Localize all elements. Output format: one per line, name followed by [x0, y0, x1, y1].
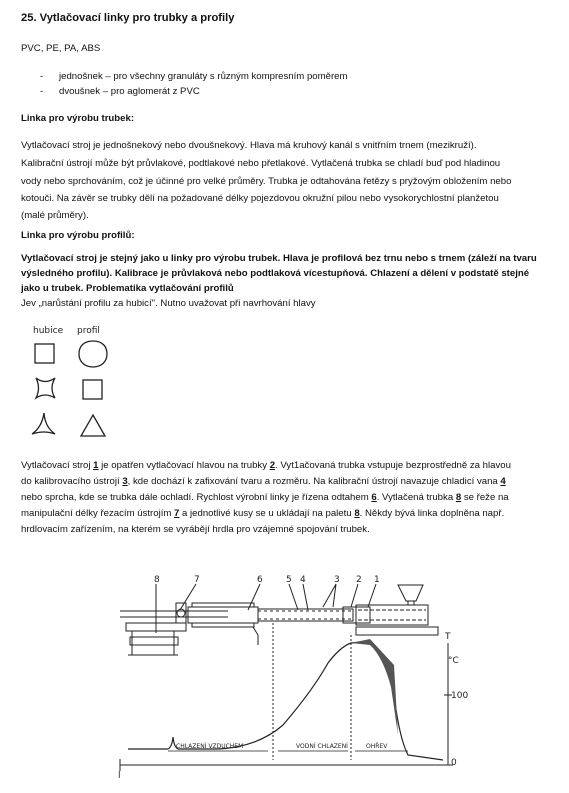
paragraph-line: (malé průměry). [21, 210, 89, 221]
list-item [40, 84, 200, 99]
y-tick-100: 100 [451, 691, 468, 701]
text-segment: a jednotlivé kusy se u ukládají na paletu [179, 508, 355, 519]
part-number-ref: 1 [93, 460, 99, 471]
part-label-8: 8 [154, 575, 160, 585]
die-square-shape [35, 344, 54, 363]
paragraph-line [21, 490, 551, 505]
paragraph-line: vody nebo sprchováním, což je účinné pro velké průměry. Trubka je odtahována řetězy s pryžovým obložením nebo [21, 176, 512, 187]
die-star-shape [32, 413, 55, 434]
part-number-ref: 8 [455, 492, 462, 503]
paragraph-line [21, 458, 551, 473]
text-segment: . Vyt1ačovaná trubka vstupuje bezprostředně za hlavou [275, 460, 511, 471]
text-segment: se řeže na [461, 492, 509, 503]
part-label-5: 5 [286, 575, 292, 585]
part-label-2: 2 [356, 575, 362, 585]
hatched-band [351, 639, 398, 735]
paragraph-line: Vytlačovací stroj je jednošnekový nebo dvoušnekový. Hlava má kruhový kanál s vnitřním trnem (mezikruží). [21, 140, 477, 151]
part-label-3: 3 [334, 575, 340, 585]
zone-water-cooling: VODNÍ CHLAZENÍ [296, 743, 348, 750]
text-segment: manipulační délky řezacím ústrojím [21, 508, 175, 519]
y-unit-label: °C [448, 656, 459, 666]
x-axis-label: l [118, 771, 121, 780]
text-segment: nebo sprcha, kde se trubka dále ochladí. Rychlost výrobní linky je řízena odtahem [21, 492, 372, 503]
text-segment: je opatřen vytlačovací hlavou na trubky [98, 460, 270, 471]
part-label-1: 1 [374, 575, 380, 585]
part-number-ref: 8 [354, 508, 360, 519]
extrusion-line-figure [108, 565, 468, 780]
profile-round-shape [79, 341, 107, 367]
part-number-ref: 4 [500, 476, 506, 487]
part-number-ref: 2 [269, 460, 276, 471]
y-axis-label: T [445, 632, 451, 642]
part-label-4: 4 [300, 575, 306, 585]
paragraph-line-bold: jako u trubek. Problematika vytlačování profilů [21, 283, 234, 294]
profile-triangle-shape [81, 415, 105, 436]
list-bullet: - [40, 71, 44, 82]
col-label-profile: profil [77, 326, 100, 336]
die-swell-figure [25, 335, 115, 450]
paragraph-line-bold: výsledného profilu). Kalibrace je průvlaková nebo podtlaková vícestupňová. Chlazení a dělení v podstatě stejné [21, 268, 530, 279]
part-number-ref: 6 [371, 492, 377, 503]
part-number-ref: 7 [174, 508, 180, 519]
text-segment: do kalibrovacího ústrojí [21, 476, 123, 487]
col-label-die: hubice [33, 326, 64, 336]
paragraph-line: Jev „narůstání profilu za hubicí". Nutno uvažovat při navrhování hlavy [21, 298, 316, 309]
y-tick-0: 0 [451, 758, 457, 768]
part-label-6: 6 [257, 575, 263, 585]
paragraph-line-bold: Vytlačovací stroj je stejný jako u linky pro výrobu trubek. Hlava je profilová bez trnu nebo s trnem (záleží na tvaru [21, 253, 537, 264]
profile-square-shape [83, 380, 102, 399]
part-label-7: 7 [194, 575, 200, 585]
text-segment: . Někdy bývá linka doplněna např. [359, 508, 505, 519]
paragraph-line: Kalibrační ústrojí může být průvlakové, podtlakové nebo přetlakové. Vytlačená trubka se chladí buď pod hladinou [21, 158, 501, 169]
part-number-ref: 3 [122, 476, 128, 487]
text-segment: Vytlačovací stroj [21, 460, 94, 471]
paragraph-line: kotouči. Na závěr se trubky dělí na požadované délky pojezdovou okružní pilou nebo vysokorychlostní planžetou [21, 193, 499, 204]
materials-line: PVC, PE, PA, ABS [21, 43, 101, 54]
paragraph-line [21, 522, 551, 537]
text-segment: hrdlovacím zařízením, na kterém se vyrábějí hrdla pro vzájemné spojování trubek. [21, 524, 370, 535]
section-heading-profiles: Linka pro výrobu profilů: [21, 230, 135, 241]
zone-heating: OHŘEV [366, 743, 388, 750]
text-segment: , kde dochází k zafixování tvaru a rozměru. Na kalibrační ústrojí navazuje chladicí vana [127, 476, 501, 487]
list-item-text: dvoušnek – pro aglomerát z PVC [59, 86, 200, 97]
page-title: 25. Vytlačovací linky pro trubky a profily [21, 12, 235, 24]
list-item [40, 69, 348, 84]
paragraph-line [21, 506, 551, 521]
list-bullet: - [40, 86, 44, 97]
list-item-text: jednošnek – pro všechny granuláty s různým kompresním poměrem [59, 71, 348, 82]
zone-air-cooling: CHLAZENÍ VZDUCHEM [176, 743, 244, 750]
text-segment: . Vytlačená trubka [376, 492, 456, 503]
paragraph-line [21, 474, 551, 489]
die-pinched-shape [36, 378, 55, 398]
section-heading-pipes: Linka pro výrobu trubek: [21, 113, 135, 124]
